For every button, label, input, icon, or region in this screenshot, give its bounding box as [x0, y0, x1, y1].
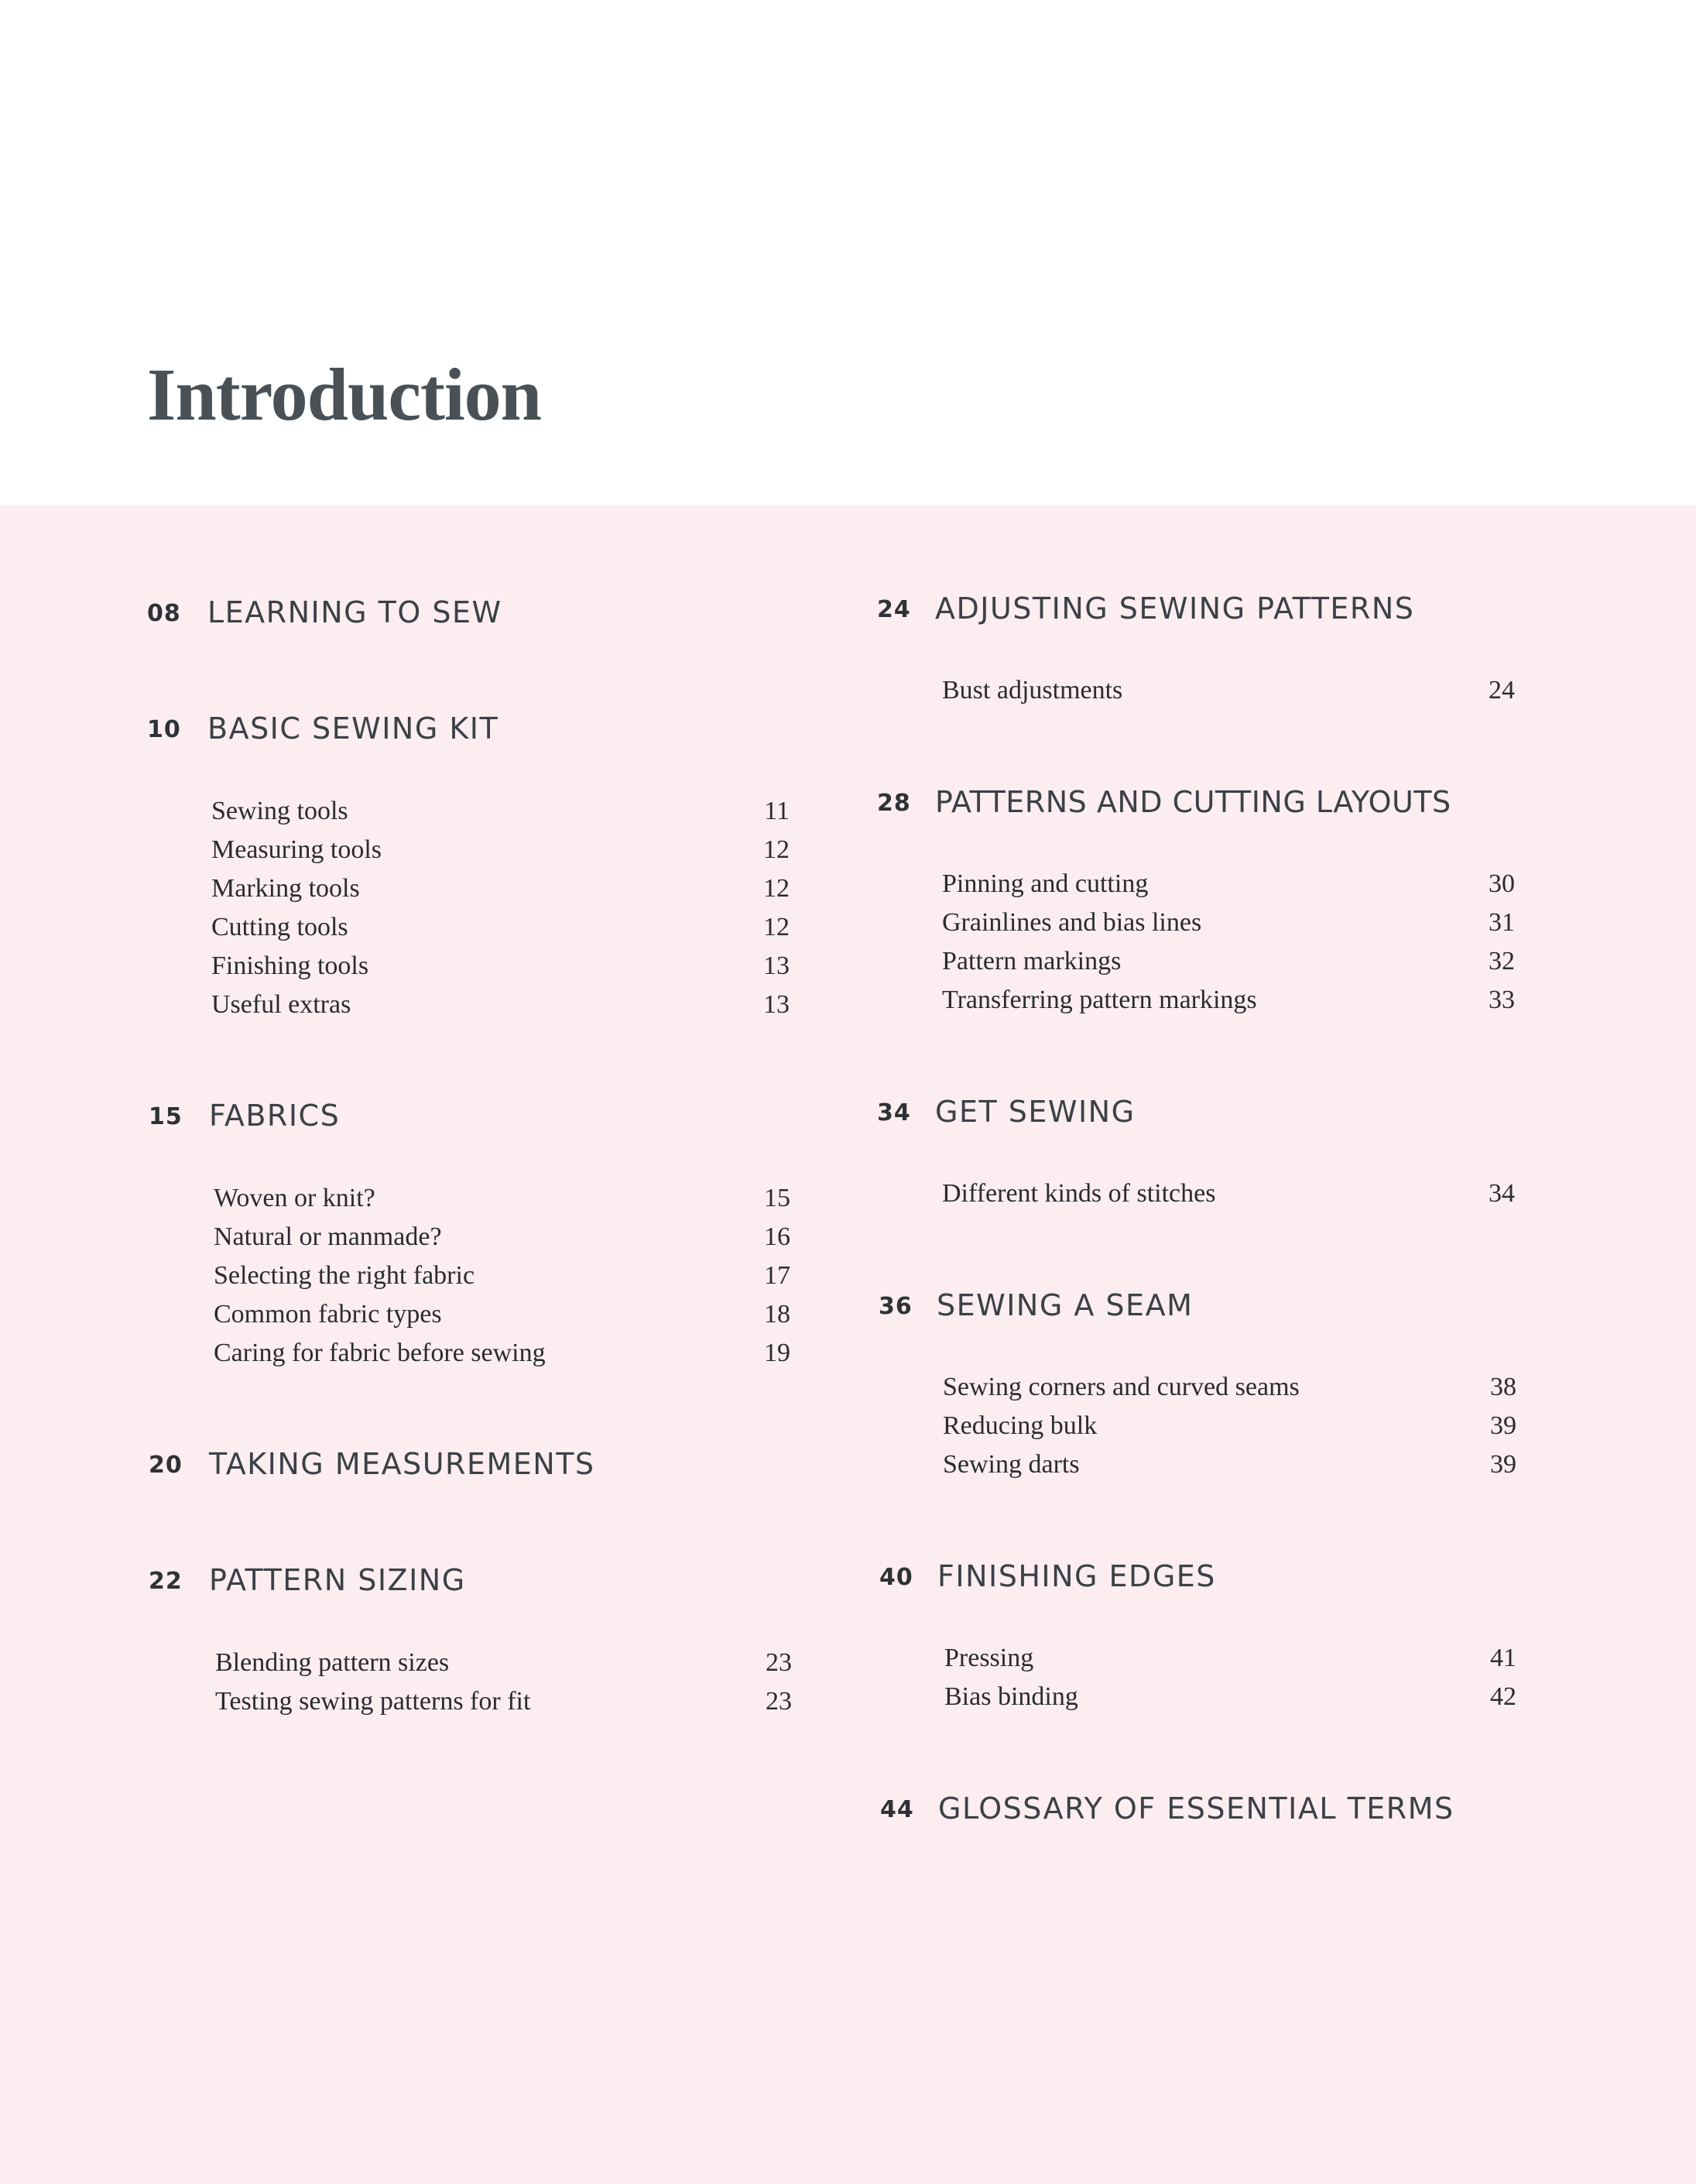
- section-page-number: 10: [147, 716, 181, 743]
- toc-entry[interactable]: Pinning and cutting: [942, 869, 1149, 898]
- toc-section-heading[interactable]: [879, 1288, 1653, 1322]
- section-page-number: 08: [147, 600, 181, 627]
- section-title: GLOSSARY OF ESSENTIAL TERMS: [938, 1791, 1454, 1826]
- toc-section-heading[interactable]: [880, 1791, 1654, 1826]
- toc-entry[interactable]: Useful extras: [211, 990, 351, 1019]
- section-page-number: 40: [879, 1564, 913, 1591]
- toc-entry-page: 30: [1489, 869, 1515, 898]
- toc-section-heading[interactable]: [877, 1095, 1651, 1129]
- toc-entry-page: 38: [1490, 1373, 1516, 1401]
- toc-entry[interactable]: Pattern markings: [942, 947, 1122, 975]
- toc-entry-page: 23: [766, 1648, 792, 1677]
- toc-entry-page: 39: [1490, 1411, 1516, 1440]
- section-title: TAKING MEASUREMENTS: [209, 1447, 595, 1481]
- toc-entry[interactable]: Testing sewing patterns for fit: [215, 1687, 531, 1716]
- toc-entry-page: 17: [764, 1261, 790, 1290]
- toc-entry-page: 11: [764, 797, 790, 825]
- toc-entry-page: 39: [1490, 1450, 1516, 1479]
- toc-entry-page: 13: [763, 951, 790, 980]
- section-title: PATTERNS AND CUTTING LAYOUTS: [935, 785, 1451, 819]
- toc-entry-page: 34: [1489, 1179, 1515, 1208]
- toc-section-heading[interactable]: [149, 1565, 845, 1595]
- toc-entry-page: 41: [1490, 1644, 1516, 1672]
- section-page-number: 24: [877, 596, 911, 623]
- toc-entry[interactable]: Measuring tools: [211, 835, 382, 864]
- toc-section-heading[interactable]: [149, 1449, 845, 1479]
- toc-entry[interactable]: Transferring pattern markings: [942, 986, 1257, 1014]
- toc-entry[interactable]: Woven or knit?: [214, 1184, 375, 1212]
- toc-entry[interactable]: Finishing tools: [211, 951, 369, 980]
- section-page-number: 20: [149, 1452, 183, 1479]
- toc-entry[interactable]: Reducing bulk: [943, 1411, 1098, 1440]
- toc-section-heading[interactable]: [877, 787, 1651, 817]
- toc-entry[interactable]: Cutting tools: [211, 913, 348, 941]
- section-page-number: 36: [879, 1293, 913, 1320]
- toc-entry[interactable]: Sewing corners and curved seams: [943, 1373, 1300, 1401]
- section-page-number: 22: [149, 1568, 183, 1595]
- toc-section-heading[interactable]: [149, 1099, 845, 1133]
- section-page-number: 15: [149, 1103, 183, 1130]
- toc-entry-page: 12: [763, 835, 790, 864]
- toc-entry[interactable]: Bias binding: [944, 1682, 1078, 1711]
- toc-entry[interactable]: Bust adjustments: [942, 676, 1123, 705]
- toc-entry[interactable]: Different kinds of stitches: [942, 1179, 1216, 1208]
- toc-entry-page: 18: [764, 1300, 790, 1329]
- section-title: FABRICS: [209, 1099, 341, 1133]
- toc-entry[interactable]: Caring for fabric before sewing: [214, 1339, 546, 1367]
- section-page-number: 28: [877, 790, 911, 817]
- toc-entry-page: 16: [764, 1222, 790, 1251]
- section-title: LEARNING TO SEW: [207, 595, 502, 629]
- toc-section-heading[interactable]: [147, 711, 844, 746]
- section-title: GET SEWING: [935, 1095, 1136, 1129]
- toc-entry[interactable]: Sewing darts: [943, 1450, 1080, 1479]
- toc-entry[interactable]: Common fabric types: [214, 1300, 442, 1329]
- section-page-number: 44: [880, 1796, 914, 1823]
- toc-section-heading[interactable]: [147, 595, 844, 629]
- toc-entry-page: 19: [764, 1339, 790, 1367]
- toc-entry-page: 12: [763, 874, 790, 903]
- section-title: ADJUSTING SEWING PATTERNS: [935, 591, 1415, 626]
- toc-entry[interactable]: Marking tools: [211, 874, 360, 903]
- toc-entry[interactable]: Sewing tools: [211, 797, 348, 825]
- toc-entry-page: 32: [1489, 947, 1515, 975]
- toc-entry-page: 33: [1489, 986, 1515, 1014]
- toc-entry[interactable]: Natural or manmade?: [214, 1222, 442, 1251]
- toc-entry-page: 42: [1490, 1682, 1516, 1711]
- toc-entry-page: 24: [1489, 676, 1515, 705]
- toc-entry[interactable]: Grainlines and bias lines: [942, 908, 1202, 937]
- toc-section-heading[interactable]: [877, 591, 1651, 626]
- toc-entry-page: 12: [763, 913, 790, 941]
- section-title: BASIC SEWING KIT: [207, 711, 499, 746]
- section-title: FINISHING EDGES: [937, 1559, 1216, 1593]
- section-page-number: 34: [877, 1099, 911, 1126]
- toc-entry[interactable]: Blending pattern sizes: [215, 1648, 450, 1677]
- toc-entry-page: 15: [764, 1184, 790, 1212]
- section-title: PATTERN SIZING: [209, 1563, 466, 1597]
- toc-section-heading[interactable]: [879, 1559, 1653, 1593]
- section-title: SEWING A SEAM: [937, 1288, 1194, 1322]
- toc-entry-page: 31: [1489, 908, 1515, 937]
- toc-entry-page: 23: [766, 1687, 792, 1716]
- toc-entry[interactable]: Pressing: [944, 1644, 1034, 1672]
- toc-entry[interactable]: Selecting the right fabric: [214, 1261, 475, 1290]
- toc-entry-page: 13: [763, 990, 790, 1019]
- page-title: Introduction: [147, 353, 542, 436]
